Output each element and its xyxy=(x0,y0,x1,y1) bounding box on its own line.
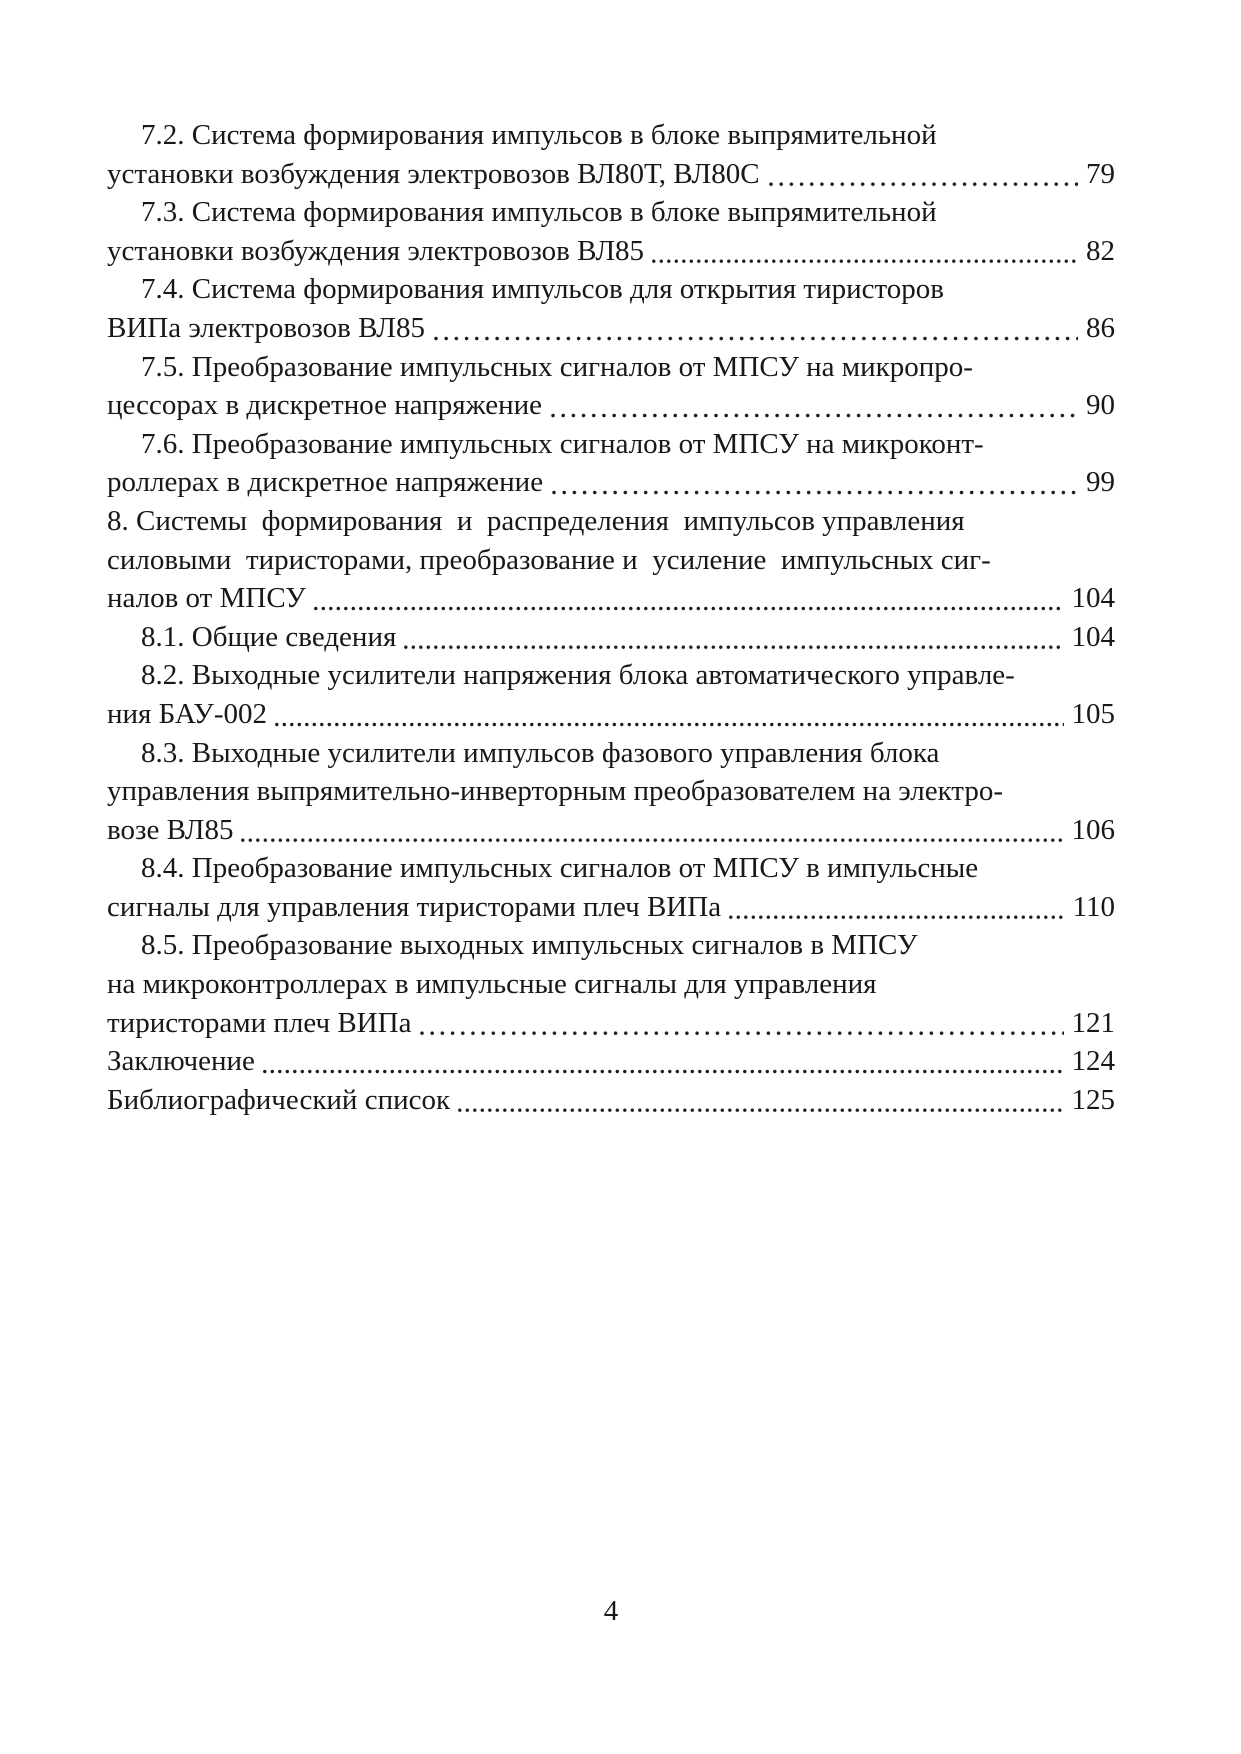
toc-line-text: установки возбуждения электровозов ВЛ80Т, ВЛ80С xyxy=(107,157,760,190)
page-number: 104 xyxy=(1071,620,1115,653)
toc-line-text: ВИПа электровозов ВЛ85 xyxy=(107,311,425,344)
toc-line-text: ния БАУ-002 xyxy=(107,697,267,730)
toc-line-text: тиристорами плеч ВИПа xyxy=(107,1006,412,1039)
toc-line xyxy=(107,849,1115,888)
toc-line xyxy=(107,541,1115,580)
toc-line-text: установки возбуждения электровозов ВЛ85 xyxy=(107,234,644,267)
toc-line xyxy=(107,386,1115,425)
dot-leader xyxy=(273,695,1064,734)
toc-line xyxy=(107,1004,1115,1043)
toc-line xyxy=(107,579,1115,618)
toc-line-text: цессорах в дискретное напряжение xyxy=(107,389,542,422)
dot-leader xyxy=(402,618,1063,657)
toc-line-text: 8.2. Выходные усилители напряжения блока автоматического управле- xyxy=(141,659,1015,692)
page-number: 121 xyxy=(1071,1006,1115,1039)
toc-line-text: 7.4. Система формирования импульсов для открытия тиристоров xyxy=(141,273,944,306)
page-number: 79 xyxy=(1086,157,1115,190)
toc-line xyxy=(107,502,1115,541)
toc-line xyxy=(107,232,1115,271)
toc-line xyxy=(107,888,1115,927)
toc-line-text: силовыми тиристорами, преобразование и усиление импульсных сиг- xyxy=(107,543,991,576)
dot-leader xyxy=(548,386,1078,425)
toc-line xyxy=(107,656,1115,695)
page-number: 106 xyxy=(1071,813,1115,846)
page-number: 82 xyxy=(1086,234,1115,267)
dot-leader xyxy=(261,1042,1064,1081)
toc-line-text: 8.3. Выходные усилители импульсов фазового управления блока xyxy=(141,736,940,769)
toc-line xyxy=(107,926,1115,965)
toc-line-text: управления выпрямительно-инверторным преобразователем на электро- xyxy=(107,775,1003,808)
toc-line xyxy=(107,463,1115,502)
toc-line xyxy=(107,309,1115,348)
dot-leader xyxy=(456,1081,1063,1120)
toc-line xyxy=(107,1081,1115,1120)
page-number: 124 xyxy=(1071,1045,1115,1078)
folio-page-number: 4 xyxy=(603,1595,619,1627)
toc-line-text: 7.2. Система формирования импульсов в блоке выпрямительной xyxy=(141,119,937,151)
dot-leader xyxy=(431,309,1078,348)
toc-line-text: налов от МПСУ xyxy=(107,582,306,615)
page-number: 110 xyxy=(1072,890,1115,923)
toc-line-text: 8.5. Преобразование выходных импульсных сигналов в МПСУ xyxy=(141,929,918,962)
toc-line xyxy=(107,618,1115,657)
toc-line xyxy=(107,965,1115,1004)
toc-line-text: 8.1. Общие сведения xyxy=(141,620,397,653)
toc-line xyxy=(107,348,1115,387)
table-of-contents xyxy=(107,116,1115,1119)
toc-line xyxy=(107,695,1115,734)
toc-line-text: 8.4. Преобразование импульсных сигналов от МПСУ в импульсные xyxy=(141,852,979,885)
page-number: 99 xyxy=(1086,466,1115,499)
dot-leader xyxy=(312,579,1064,618)
page-number: 125 xyxy=(1071,1083,1115,1116)
toc-line-text: 7.3. Система формирования импульсов в блоке выпрямительной xyxy=(141,196,937,229)
toc-line xyxy=(107,811,1115,850)
dot-leader xyxy=(650,232,1078,271)
toc-line xyxy=(107,193,1115,232)
dot-leader xyxy=(239,811,1063,850)
toc-line-text: Заключение xyxy=(107,1045,255,1078)
page-number: 86 xyxy=(1086,311,1115,344)
toc-line xyxy=(107,270,1115,309)
dot-leader xyxy=(417,1004,1063,1043)
page-number: 104 xyxy=(1071,582,1115,615)
toc-line-text: роллерах в дискретное напряжение xyxy=(107,466,544,499)
toc-line-text: 7.6. Преобразование импульсных сигналов от МПСУ на микроконт- xyxy=(141,427,984,460)
dot-leader xyxy=(766,155,1078,194)
dot-leader xyxy=(549,463,1078,502)
toc-line-text: на микроконтроллерах в импульсные сигналы для управления xyxy=(107,968,877,1001)
toc-line-text: 8. Системы формирования и распределения импульсов управления xyxy=(107,504,965,537)
dot-leader xyxy=(727,888,1064,927)
toc-line-text: Библиографический список xyxy=(107,1083,451,1116)
page-number: 105 xyxy=(1071,697,1115,730)
toc-line xyxy=(107,1042,1115,1081)
toc-line xyxy=(107,734,1115,773)
page-number: 90 xyxy=(1086,389,1115,422)
toc-line-text: сигналы для управления тиристорами плеч ВИПа xyxy=(107,890,722,923)
toc-line-text: 7.5. Преобразование импульсных сигналов от МПСУ на микропро- xyxy=(141,350,973,383)
toc-line-text: возе ВЛ85 xyxy=(107,813,234,846)
toc-line xyxy=(107,116,1115,155)
toc-line xyxy=(107,425,1115,464)
toc-line xyxy=(107,155,1115,194)
toc-line xyxy=(107,772,1115,811)
